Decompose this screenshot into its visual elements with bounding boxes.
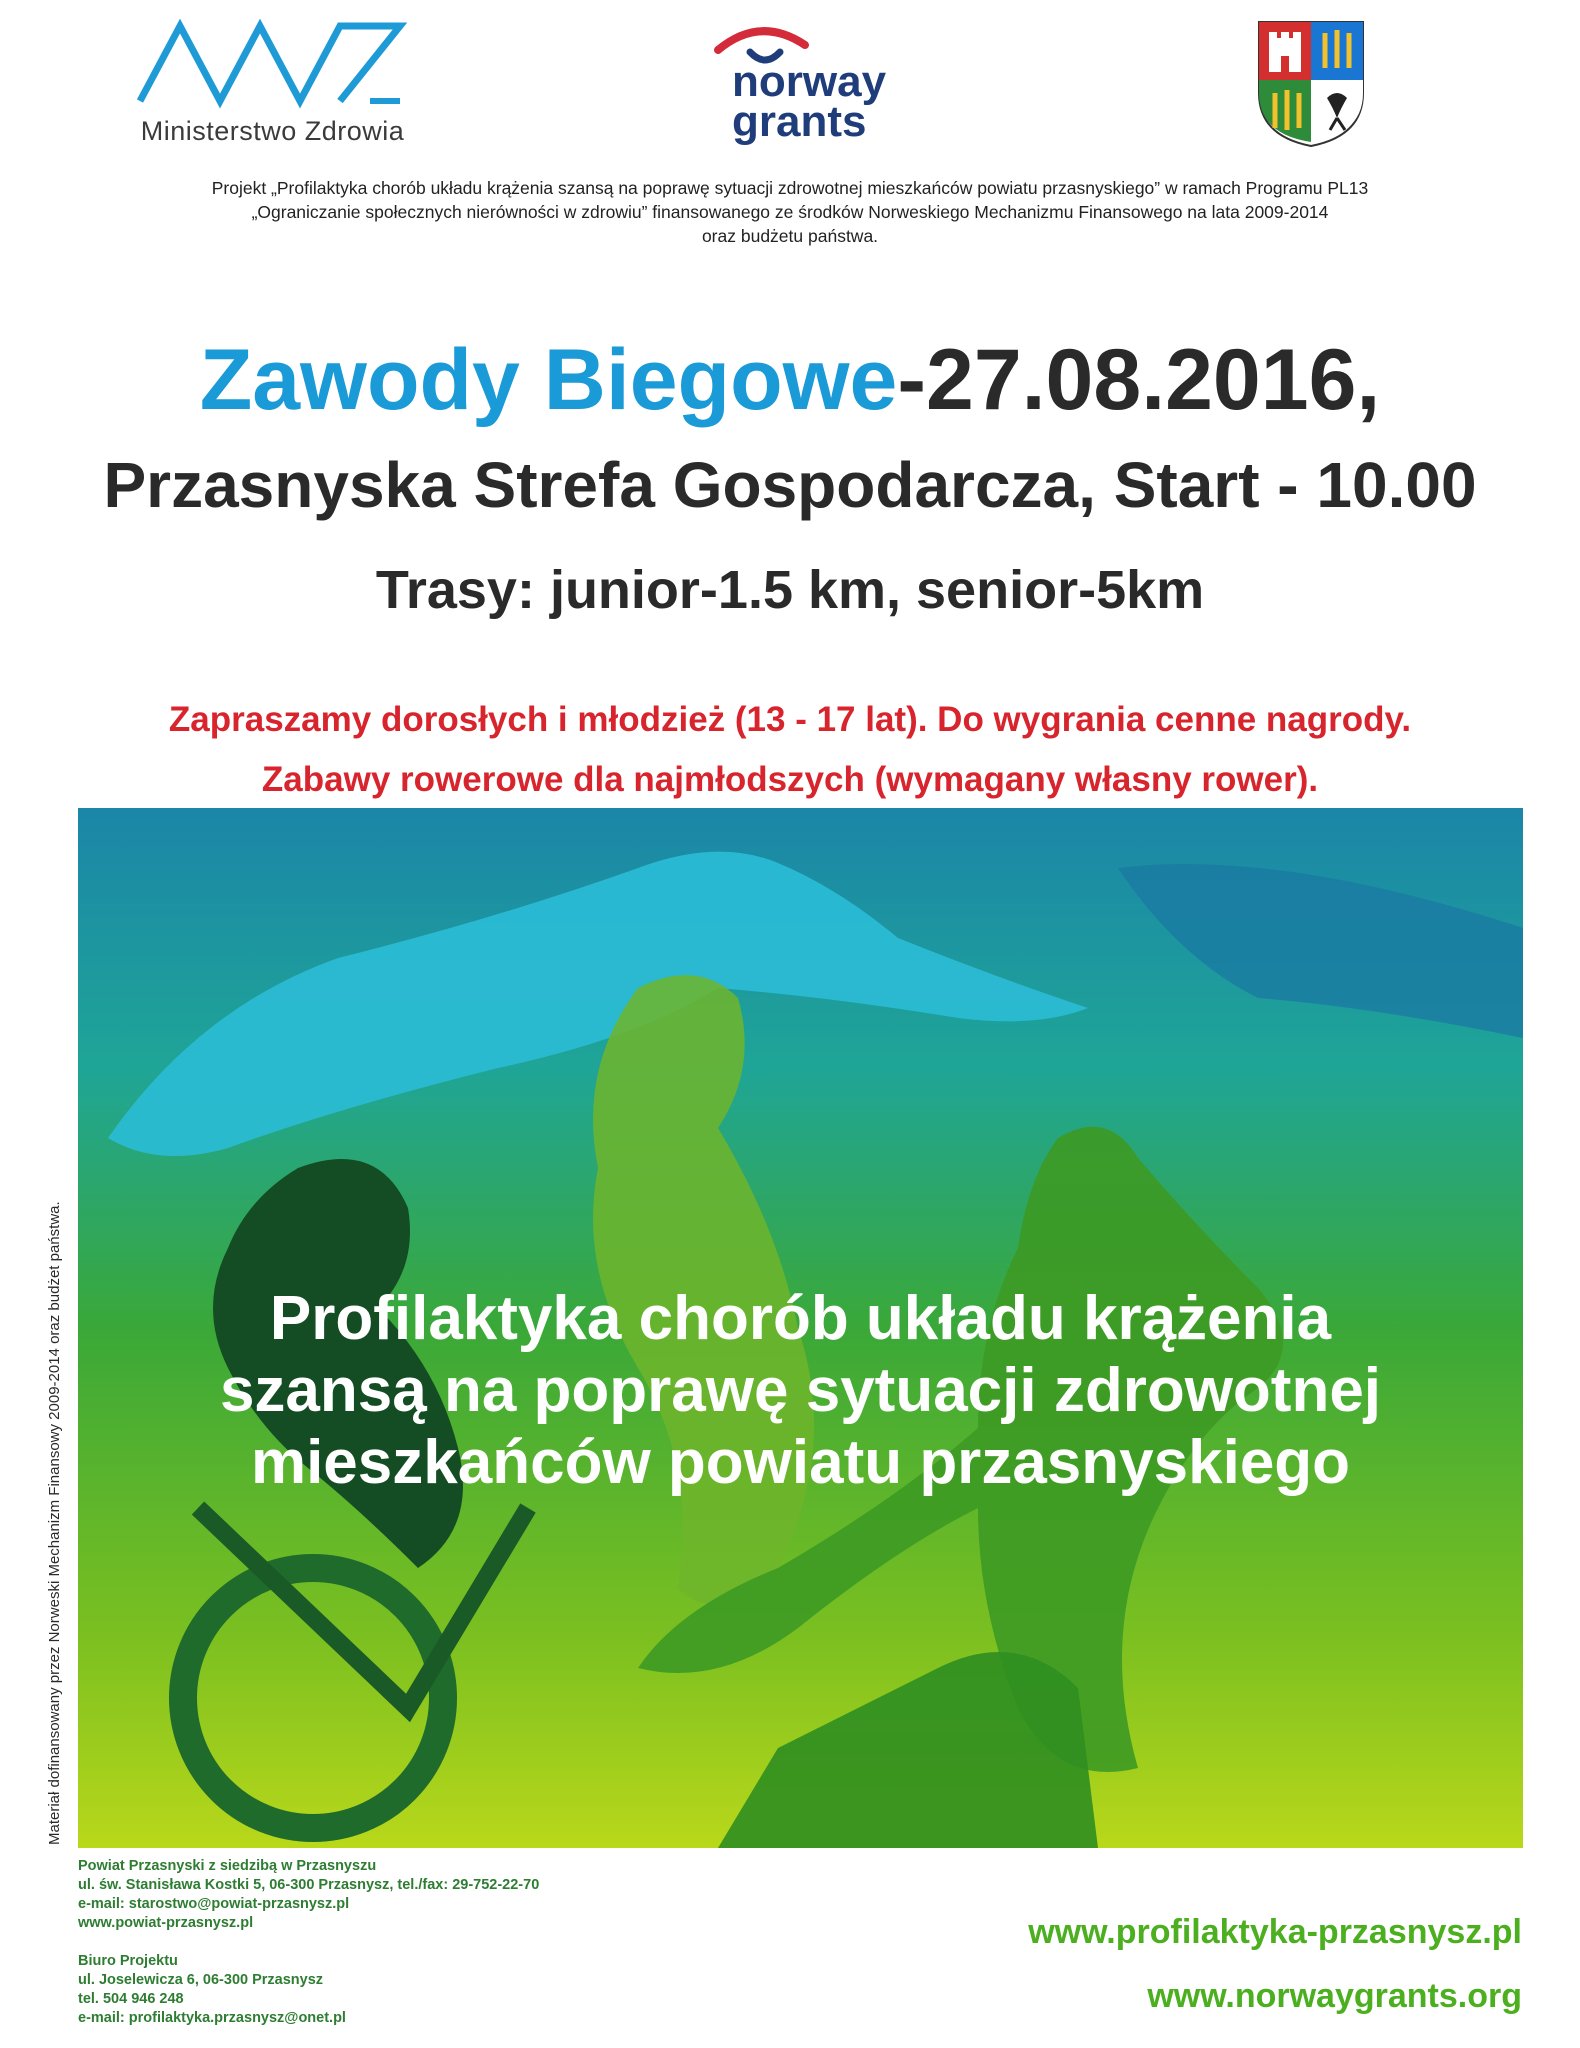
logo-header	[0, 0, 1580, 165]
hero-slogan-line: szansą na poprawę sytuacji zdrowotnej	[219, 1356, 1382, 1425]
norway-word: norway	[732, 57, 887, 106]
invitation-line: Zapraszamy dorosłych i młodzież (13 - 17 lat). Do wygrania cenne nagrody.	[168, 700, 1412, 739]
spacer	[78, 1933, 778, 1952]
project-description-line: oraz budżetu państwa.	[701, 226, 879, 246]
contact-info	[78, 1857, 778, 2028]
project-description	[110, 176, 1470, 248]
contact-line: Biuro Projektu	[78, 1953, 178, 1969]
mz-logo-icon	[135, 16, 410, 116]
website-links	[1028, 1900, 1522, 2028]
invitation-text	[0, 690, 1580, 810]
coat-of-arms	[1255, 18, 1367, 148]
event-title	[0, 330, 1580, 430]
contact-email[interactable]: e-mail: starostwo@powiat-przasnysz.pl	[78, 1896, 350, 1912]
grants-word: grants	[732, 97, 867, 146]
norwaygrants-link[interactable]: www.norwaygrants.org	[1147, 1977, 1522, 2015]
moh-logo-text: Ministerstwo Zdrowia	[140, 116, 405, 146]
contact-email[interactable]: e-mail: profilaktyka.przasnysz@onet.pl	[78, 2010, 346, 2026]
project-description-line: Projekt „Profilaktyka chorób układu krążenia szansą na poprawę sytuacji zdrowotnej mieszkańców powiatu przasnyskiego” w ramach Programu PL13	[211, 178, 1369, 198]
funding-note: Materiał dofinansowany przez Norweski Mechanizm Finansowy 2009-2014 oraz budżet państwa.	[46, 1201, 63, 1845]
norway-grants-text	[732, 57, 912, 146]
hero-slogan-line: Profilaktyka chorób układu krążenia	[269, 1284, 1332, 1353]
event-location: Przasnyska Strefa Gospodarcza, Start - 10.00	[103, 449, 1477, 521]
event-title-date: -27.08.2016,	[897, 332, 1381, 428]
hero-slogan	[78, 1283, 1523, 1499]
contact-phone: tel. 504 946 248	[78, 1991, 184, 2007]
contact-line: ul. św. Stanisława Kostki 5, 06-300 Przasnysz, tel./fax: 29-752-22-70	[78, 1877, 540, 1893]
powiat-coat-of-arms-icon	[1255, 18, 1367, 148]
project-description-line: „Ograniczanie społecznych nierówności w zdrowiu” finansowanego ze środków Norweskiego Mechanizmu Finansowego na lata 2009-2014	[251, 202, 1329, 222]
contact-line: ul. Joselewicza 6, 06-300 Przasnysz	[78, 1972, 324, 1988]
event-title-name: Zawody Biegowe	[199, 332, 898, 428]
contact-website[interactable]: www.powiat-przasnysz.pl	[78, 1915, 254, 1931]
event-routes: Trasy: junior-1.5 km, senior-5km	[375, 560, 1205, 620]
hero-banner	[78, 808, 1523, 1848]
norway-grants-logo	[710, 20, 910, 160]
profilaktyka-link[interactable]: www.profilaktyka-przasnysz.pl	[1028, 1913, 1522, 1951]
ministry-of-health-logo	[135, 16, 410, 156]
hero-slogan-line: mieszkańców powiatu przasnyskiego	[250, 1428, 1351, 1497]
contact-line: Powiat Przasnyski z siedzibą w Przasnyszu	[78, 1858, 377, 1874]
invitation-line: Zabawy rowerowe dla najmłodszych (wymagany własny rower).	[261, 760, 1319, 799]
